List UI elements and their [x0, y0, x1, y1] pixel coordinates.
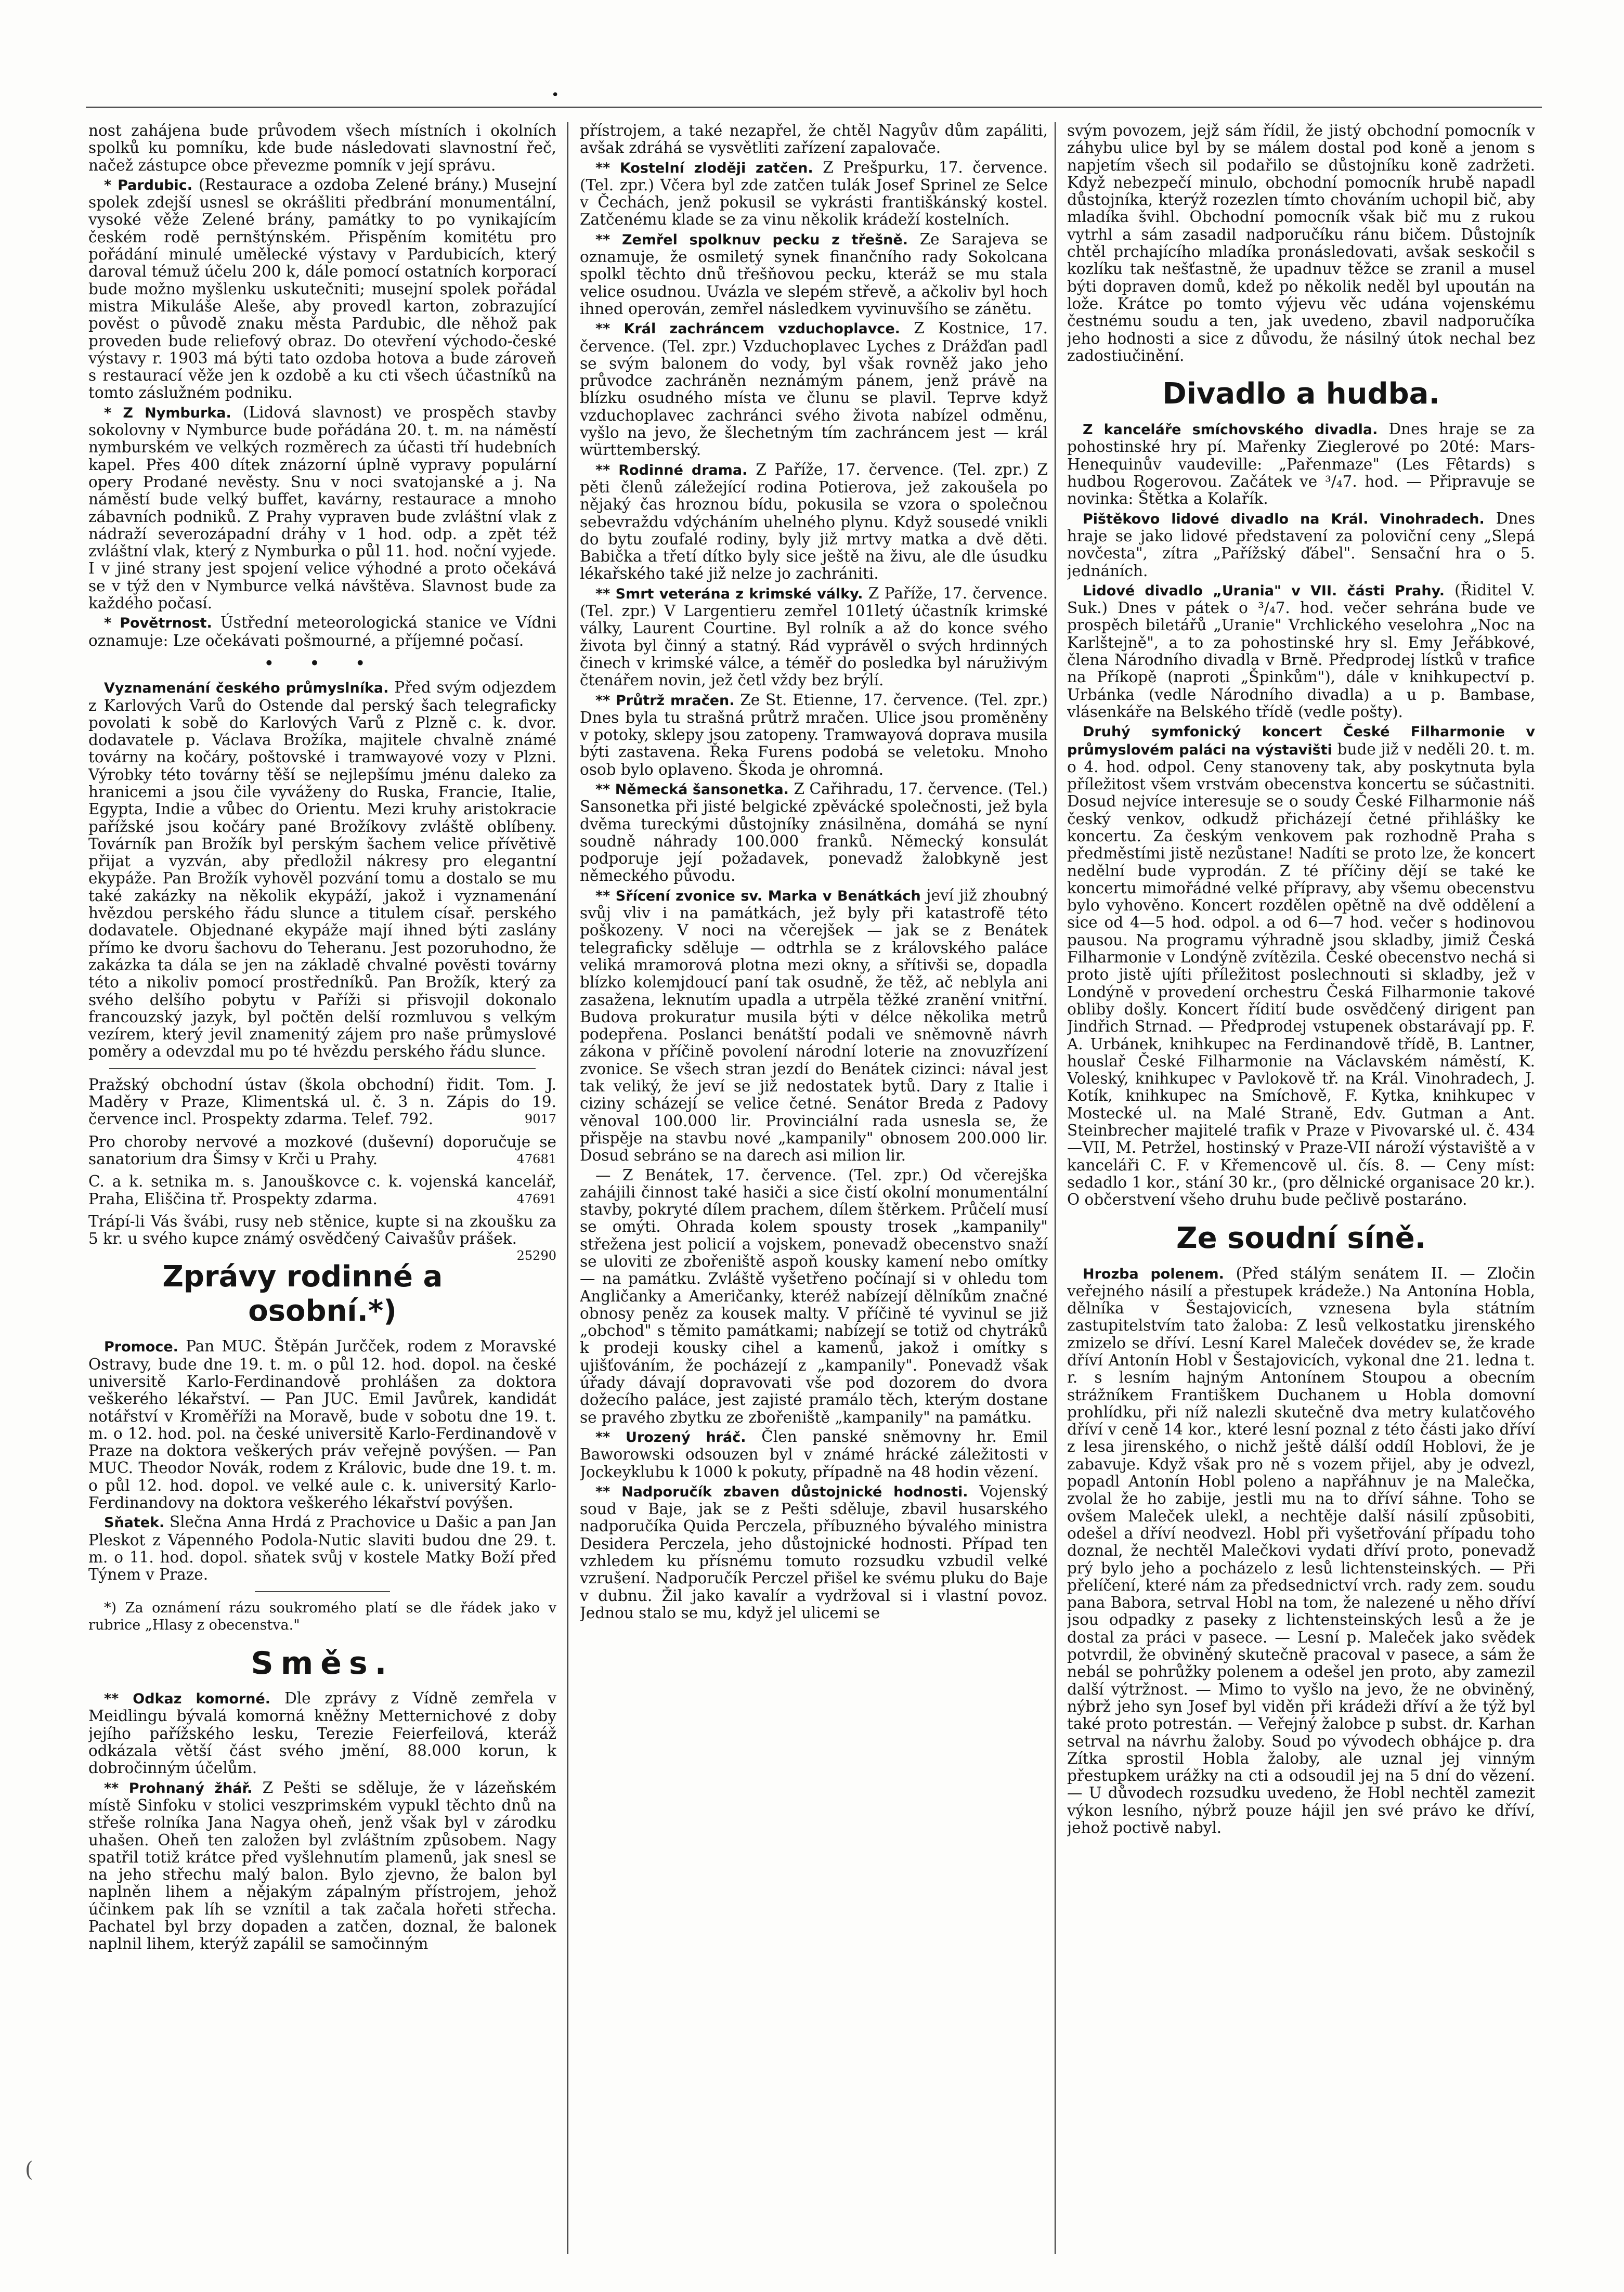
article-campanile	[580, 887, 1048, 1165]
article-urania-theatre	[1067, 582, 1535, 721]
body-bequest: Dle zprávy z Vídně zemřela v Meidlingu bývalá komorná kněžny Metternichové z doby jejího pařížského lesku, Terezie Feierfeilová, kteráž odkázala větší část svého jmění, 88.000 korun, k dobročinným účelům.	[88, 1689, 556, 1777]
article-bequest	[88, 1690, 556, 1777]
section-heading-miscellany: Směs.	[251, 1645, 394, 1682]
article-nymburk	[88, 404, 556, 613]
article-pistek-theatre	[1067, 510, 1535, 580]
header-rule	[86, 107, 1542, 108]
body-promotions: Pan MUC. Štěpán Jurčček, rodem z Moravské Ostravy, bude dne 19. t. m. o půl 12. hod. dopol. na české universitě Karlo-Ferdinandově prohlášen za doktora veškerého lékařství. — Pan JUC. Emil Javůrek, kandidát notářství v Kroměříži na Moravě, bude v sobotu dne 19. t. m. o 12. hod. pol. na české universitě Karlo-Ferdinandově v Praze na doktora veškerých práv veřejně povýšen. — Pan MUC. Theodor Novák, rodem z Královic, bude dne 19. t. m. o půl 12. hod. dopol. ve velké aule c. k. universitý Karlo-Ferdinandovy na doktora veškerého lékařství povýšen.	[88, 1337, 556, 1512]
headline-pardubice: * Pardubic.	[104, 177, 193, 193]
headline-industrialist: Vyznamenání českého průmyslníka.	[104, 680, 389, 697]
left-edge-mark: (	[25, 2158, 33, 2182]
ad-sanatorium	[88, 1134, 556, 1168]
body-log-threat: (Před stálým senátem II. — Zločin veřejného násilí a přestupek krádeže.) Na Antonína Hobla, dělníka v Šestajovicích, vznesena byla státním zastupitelstvím tato žaloba: Z lesů velkostatku jirenského zmizelo se dříví. Lesní Karel Maleček dovédev se, že krade dříví Antonín Hobl v Šestajovicích, vykonal dne 21. ledna t. r. s lesním hajným Antonínem Stoupou a obecním strážníkem Františkem Duchanem u Hobla domovní prohlídku, při níž nalezli skutečně dva metry kulatčového dříví v ceně 14 kor., které lesní poznal z této části jako dříví z lesa jirenského, o nichž ještě dálší oddíl Hoblovi, že je zabavuje. Když však pro ně s vozem přijel, aby je odvezl, popadl Antonín Hobl poleno a napřáhnuv je na Malečka, zvolal že ho zabije, jestli mu na to dříví sáhne. Toho se ovšem Maleček ulekl, a nechtěje další násilí způsobiti, odešel a dříví neodvezl. Hobl při vyšetřování případu toho doznal, že nechtěl Malečkovi vydati dříví proto, ponevadž prý bylo jeho a pocházelo z lesů lichtensteinských. — Při přelíčení, které nám za předsednictví vrch. rady zem. soudu pana Babora, setrval Hobl na tom, že nalezené u něho dříví jsou odpadky z paseky z lichtensteinských lesů a že je dostal za práci v pasece. — Lesní p. Maleček jako svědek potvrdil, že obviněný skutečně pracoval v pasece, a sám že nebál se pohrůžky polenem a odešel jen proto, aby zamezil další výtržnost. — Mimo to vyšlo na jevo, že ne obviněný, nýbrž jeho syn Josef byl viděn při krádeži dříví a že týž byl také proto potrestán. — Veřejný žalobce p subst. dr. Karhan setrval na návrhu žaloby. Soud po vývodech obhájce p. dra Zítka sprostil Hobla žaloby, ale uznal jej vinným přestupkem urážky na cti a odsoudil jej na 5 dní do vězení. — U důvodech rozsudku uvedeno, že Hobl nechtěl zamezit výkon lesního, nýbrž pouze hájil jen své právo ke dříví, jehož poctivě nabyl.	[1067, 1264, 1535, 1837]
body-arsonist: Z Pešti se sděluje, že v lázeňském místě Sinfoku v stolici veszprimském vypukl těchto dnů na střeše rolníka Jana Nagya oheň, jenž však byl v zárodku uhašen. Oheň ten založen byl zvláštním způsobem. Nagy spatřil totiž krátce před vyšlehnutím plamenů, jak snesl se na jeho střechu malý balon. Bylo zjevno, že balon byl naplněn lihem a nějakým zápalným přístrojem, jehož účinkem pak líh se vznítil a tak začala hořeti střecha. Pachatel byl brzy dopaden a zatčen, doznal, že balonek naplnil lihem, kterýž zapálil se samočinným	[88, 1778, 556, 1953]
article-arsonist	[88, 1779, 556, 1953]
body-chansonette: Z Cařihradu, 17. července. (Tel.) Sansonetka při jisté belgické zpěvácké společnosti, jež byla dvěma tureckými důstojníky znásilněna, domáhá se nyní soudně náhrady 100.000 franků. Německý konsulát podporuje její požadavek, ponevadž žalobkyně jest německého původu.	[580, 779, 1048, 885]
headline-weather: * Povětrnost.	[104, 615, 212, 632]
body-pardubice: (Restaurace a ozdoba Zelené brány.) Musejní spolek zdejší usnesl se okrášliti předbrání monumentální, vysoké věže Zelené brány, památky to po vynikajícím českém rodě pernštýnském. Přispěním komitétu pro pořádání minulé umělecké výstavy v Pardubicích, který daroval témuž účelu 200 k, dále pomocí ostatních korporací bude možno myšlenku uskutečniti; musejní spolek pořádal mistra Mikuláše Aleše, aby provedl karton, zobrazující pověst o původě znaku města Pardubic, dle něhož pak proveden bude reliefový obraz. Do otevření východo-české výstavy r. 1903 má býti tato ozdoba hotova a bude zároveň s restaurací věže jen k ozdobě a ku cti všech účastníků na tomto záslužném podniku.	[88, 175, 556, 402]
headline-promotions: Promoce.	[104, 1339, 178, 1356]
ad-sanatorium-text: Pro choroby nervové a mozkové (duševní) doporučuje se sanatorium dra Šimsy v Krči u Prahy.	[88, 1132, 556, 1168]
article-industrialist	[88, 679, 556, 1061]
ad-sanatorium-number: 47681	[516, 1151, 556, 1166]
headline-church-thief: ** Kostelní zloději zatčen.	[595, 160, 813, 176]
headline-bequest: ** Odkaz komorné.	[104, 1691, 271, 1708]
headline-pistek-theatre: Pištěkovo lidové divadlo na Král. Vinohradech.	[1083, 511, 1485, 527]
article-gambler	[580, 1428, 1048, 1481]
headline-campanile: ** Sřícení zvonice sv. Marka v Benátkách	[595, 888, 921, 904]
ad-insect-powder-number: 25290	[516, 1248, 556, 1264]
article-promotions	[88, 1338, 556, 1512]
footnote: *) Za oznámení rázu soukromého platí se dle řádek jako v rubrice „Hlasy z obecenstva."	[88, 1599, 556, 1633]
column-1	[88, 122, 556, 2264]
headline-urania-theatre: Lidové divadlo „Urania" v VII. části Prahy.	[1083, 582, 1445, 599]
headline-philharmonic: Druhý symfonický koncert České Filharmonie v průmyslovém paláci na výstavišti	[1067, 724, 1535, 758]
ad-insect-powder	[88, 1212, 556, 1264]
ad-insect-powder-text: Trápí-li Vás švábi, rusy neb stěnice, kupte si na zkoušku za 5 kr. u svého kupce známý osvědčený Caivašův prášek.	[88, 1212, 556, 1248]
article-church-thief	[580, 159, 1048, 229]
body-king-rescuer: Z Kostnice, 17. července. (Tel. zpr.) Vzduchoplavec Lyches z Drážďan padl se svým balonem do vody, byl však rovněž jako jeho průvodce zachráněn neznámým pánem, jenž právě na blízku osudného místa ve člunu se plavil. Teprve když vzduchoplavec zachránci svého života nabízel odměnu, vyšlo na jevo, že šlechetným tím zachráncem jest — král württemberský.	[580, 319, 1048, 459]
body-wedding: Slečna Anna Hrdá z Prachovice u Dašic a pan Jan Pleskot z Vápenného Podola-Nutic slaviti budou dne 29. t. m. o 11. hod. dopol. sňatek svůj v kostele Matky Boží před Týnem v Praze.	[88, 1513, 556, 1584]
section-heading-family-news: Zprávy rodinné a osobní.*)	[162, 1260, 443, 1329]
headline-lieutenant: ** Nadporučík zbaven důstojnické hodnosti.	[595, 1483, 968, 1500]
article-king-rescuer	[580, 320, 1048, 459]
article-lieutenant	[580, 1483, 1048, 1622]
body-urania-theatre: (Řiditel V. Suk.) Dnes v pátek o ³/₄7. hod. večer sehrána bude ve prospěch biletářů „Uranie" Vrchlického veselohra „Noc na Karlštejně", a to za pohostinské hry sl. Emy Jeřábkové, člena Národního divadla v Brně. Předprodej lístků v trafice na Příkopě (naproti „Špinkům"), dále v knihkupectví p. Urbánka (vedle Národního divadla) a u p. Bambase, vlásenkáře na Belského třídě (vedle pošty).	[1067, 581, 1535, 721]
article-family-drama	[580, 461, 1048, 583]
body-lieutenant: Vojenský soud v Baje, jak se z Pešti sděluje, zbavil husarského nadporučíka Quida Perczela, příbuzného bývalého ministra Desidera Perczela, jeho důstojnické hodnosti. Případ ten vzhledem ku přísnému tomuto rozsudku vzbudil velké vzrušení. Nadporučík Perczel přišel ke svému pluku do Baje v dubnu. Žil jako kavalír a vydržoval si i vlastní povoz. Jednou stalo se mu, když jel ulicemi se	[580, 1482, 1048, 1622]
headline-cloudburst: ** Průtrž mračen.	[595, 692, 735, 709]
ad-military-office-text: C. a k. setnika m. s. Janouškovce c. k. vojenská kancelář, Praha, Eliščina tř. Prospekty zdarma.	[88, 1173, 556, 1208]
ad-military-office-number: 47691	[516, 1191, 556, 1206]
body-family-drama: Z Paříže, 17. července. (Tel. zpr.) Z pěti členů záležející rodina Potierova, jež zakoušela po nějaký čas hroznou bídu, pokusila se vzora o společnou sebevraždu vdýcháním uhelného plynu. Když sousedé vnikli do bytu zoufalé rodiny, byly již mrtvy matka a dvě děti. Babička a třetí dítko byly sice ještě na živu, ale dle úsudku lékařského také již nelze jo zachrániti.	[580, 460, 1048, 583]
headline-veteran: ** Smrt veterána z krimské války.	[595, 585, 863, 602]
article-weather	[88, 614, 556, 649]
body-smichov-theatre: Dnes hraje se za pohostinské hry pí. Mařenky Zieglerové po 20té: Mars-Henequinův vaudeville: „Pařenmaze" (Les Fêtards) s hudbou Rogerovou. Začátek ve ³/₄7. hod. — Připravuje se novinka: Štětka a Kolařík.	[1067, 420, 1535, 508]
body-industrialist: Před svým odjezdem z Karlových Varů do Ostende dal perský šach telegraficky povolati k sobě do Karlových Varů z Plzně c. k. dvor. dodavatele p. Václava Brožíka, majitele chvalně známé továrny na kočáry, poštovské i tramwayové vozy v Plzni. Výrobky této továrny těší se nejlepšímu jménu daleko za hranicemi a jsou čile vyváženy do Ruska, Francie, Italie, Egypta, Indie a vůbec do Orientu. Mezi kruhy aristokracie pařížské jsou kočáry pané Brožíkovy zvláště oblíbeny. Továrník pan Brožík byl perským šachem velice přívětivě přijat a vyzván, aby předložil nákresy pro elegantní ekypáže. Pan Brožík vyhověl pozvání tomu a dostalo se mu také zakázky na několik ekypáží, jakož i vyznamenání hvězdou perského řádu slunce a titulem císař. perského dodavatele. Objednané ekypáže mají ihned býti zaslány přímo ke dvoru šachovu do Teheranu. Jest pozoruhodno, že zakázka ta dála se jen na základě chvalné pověsti továrny této a nikoliv pomocí prostředníků. Pan Brožík, který za svého delšího pobytu v Paříži si přisvojil dokonalo francouzský jazyk, byl počtěn delší rozmluvou s velkým vezírem, který jevil znamenitý zájem pro naše průmyslové poměry a odevzdal mu po té hvězdu perského řádu slunce.	[88, 679, 556, 1061]
headline-smichov-theatre: Z kanceláře smíchovského divadla.	[1083, 422, 1378, 438]
headline-gambler: ** Urozený hráč.	[595, 1429, 746, 1445]
headline-chansonette: ** Německá šansonetka.	[595, 781, 789, 798]
body-church-thief: Z Prešpurku, 17. července. (Tel. zpr.) Včera byl zde zatčen tulák Josef Sprinel ze Selce v Čechách, jenž pokusil se vykrásti františkánský kostel. Zatčenému klade se za vinu několik krádeží kostelních.	[580, 158, 1048, 229]
ad-business-school-text: Pražský obchodní ústav (škola obchodní) řidit. Tom. J. Maděry v Praze, Klimentská ul. č. 3 n. Zápis do 19. července incl. Prospekty zdarma. Telef. 792.	[88, 1075, 556, 1128]
body-pistek-theatre: Dnes hraje se jako lidové představení za poloviční ceny „Slepá novčesta", zítra „Pařížský ďábel". Sensační hra o 5. jednáních.	[1067, 509, 1535, 580]
body-gambler: Člen panské sněmovny hr. Emil Baworowski odsouzen byl v známé hrácké záležitosti v Jockeyklubu k 1000 k pokuty, případně na 48 hodin vězení.	[580, 1427, 1048, 1481]
body-nymburk: (Lidová slavnost) ve prospěch stavby sokolovny v Nymburce bude pořádána 20. t. m. na náměstí nymburském ve velkých rozměrech za účasti tří hudebních kapel. Přes 400 dítek znázorní úplně vypravy populární opery Prodané nevěsty. Snu v noci svatojanské a j. Na náměstí bude velký buffet, kavárny, restaurace a mnoho zábavních podniků. Z Prahy vypraven bude zvláštní vlak z nádraží severozápadní dráhy v 1 hod. odp. a zpět též zvláštní vlak, který z Nymburka o půl 11. hod. noční vyjede. I v jiné strany jest spojení velice výhodné a proto očekává se v týž den v Nymburce velká návštěva. Slavnost bude za každého počasí.	[88, 403, 556, 613]
column-3	[1067, 122, 1535, 2264]
article-cherry-stone	[580, 231, 1048, 318]
article-pardubice	[88, 176, 556, 402]
body-weather: Ústřední meteorologická stanice ve Vídni oznamuje: Lze očekávati pošmourné, a příjemné počasí.	[88, 614, 556, 649]
article-intro-text: nost zahájena bude průvodem všech místních i okolních spolků ku pomníku, kde bude následovati slavnostní řeč, načež zástupce obce převezme pomník v její správu.	[88, 122, 556, 174]
headline-nymburk: * Z Nymburka.	[104, 405, 231, 421]
article-lieutenant-continued: svým povozem, jejž sám řídil, že jistý obchodní pomocník v záhybu ulice byl by se málem dostal pod koně a jenom s napjetím všech sil podařilo se důstojníku koně zadržeti. Když nebezpečí minulo, obchodní pomocník hrubě napadl důstojníka, kterýž rozezlen tímto chováním uchopil bič, aby mladíka švihl. Obchodní pomocník však bič mu z rukou vytrhl a sám zasadil nadporučíku ránu bičem. Důstojník chtěl prchajícího mladíka pronásledovati, avšak seskočil s kozlíku tak nešťastně, že upadnuv těžce se zranil a musel býti dopraven domů, kdež po několik neděl byl upoután na lože. Krátce po tomto výjevu věc udána vojenskému čestnému soudu a ten, jak uvedeno, zbavil nadporučíka jeho hodnosti a sice z důvodu, že násilný útok nechal bez zadostiučinění.	[1067, 122, 1535, 364]
headline-log-threat: Hrozba polenem.	[1083, 1266, 1224, 1282]
article-veteran	[580, 585, 1048, 689]
headline-king-rescuer: ** Král zachráncem vzduchoplavce.	[595, 321, 900, 337]
article-venice-update: — Z Benátek, 17. července. (Tel. zpr.) Od včerejška zahájili činnost také hasiči a sice čistí okolní monumentální stavby, pokryté dílem prachem, dílem štěrkem. Průčelí musí se omýti. Ohrada kolem spousty trosek „kampanily" střežena jest policií a vojskem, ponevadž obecenstvo snaží se uloviti ze zbořeniště aspoň kousky kamení nebo omítky — na památku. Zvláště vyšetřeno počínají si v ohledu tom Angličanky a Američanky, kteréž nabízejí dělníkům značné obnosy peněz za kousek malty. V příčině té vyvinul se již „obchod" s těmito památkami; nabízejí se totiž od chytráků k prodeji kousky cihel a kamenů, jakož i omítky s ujišťováním, že pocházejí z „kampanily". Ponevadž však úřady dávají dopravovati vše pod dozorem do dvora dožecího paláce, jest zajisté pramálo těch, kterým dostane se pravého zbytku ze zbořeniště „kampanily" na památku.	[580, 1166, 1048, 1426]
article-arsonist-continued: přístrojem, a také nezapřel, že chtěl Nagyův dům zapáliti, avšak zdráhá se vysvětliti zařízení zapalovače.	[580, 122, 1048, 157]
column-2	[580, 122, 1048, 2264]
article-cloudburst	[580, 692, 1048, 778]
article-chansonette	[580, 780, 1048, 885]
body-philharmonic: bude již v neděli 20. t. m. o 4. hod. odpol. Ceny stanoveny tak, aby poskytnuta byla příležitost všem vrstvám obecenstva koncertu se súčastniti. Dosud nejvíce interesuje se o soudy České Filharmonie náš český venkov, odkudž přicházejí četné přihlášky ke koncertu. Za českým venkovem pak rozhodně Praha s předměstími jistě nezůstane! Nadíti se proto lze, že koncert nedělní bude vyprodán. Z té příčiny dějí se také ke koncertu mimořádné velké přípravy, aby všemu obecenstvu bylo vyhověno. Koncert rozdělen opětně na dvě oddělení a sice od 4—5 hod. odpol. a od 6—7 hod. večer s hodinovou pausou. Na programu výhradně jsou skladby, jimiž Česká Filharmonie v Londýně zvítězila. České obecenstvo nechá si proto jistě ujíti příležitost poslechnouti si skladby, jež v Londýně v provedení orchestru Česká Filharmonie takové obliby došly. Koncert řídití bude osvědčený dirigent pan Jindřich Strnad. — Předprodej vstupenek obstarávají pp. F. A. Urbánek, knihkupec na Ferdinandově třídě, B. Lantner, houslař České Filharmonie na Václavském náměstí, K. Voleský, knihkupec v Pavlokově tř. na Král. Vinohradech, J. Kotík, knihkupec na Smíchově, F. Kytka, knihkupec v Mostecké ul. na Malé Straně, Edv. Gutman a Ant. Steinbrecher majitelé trafik v Praze v Pivovarské ul. č. 434—VII, M. Petržel, hostinský v Praze-VII nároží výstaviště a v kanceláři C. F. v Křemencově ul. čís. 8. — Ceny míst: sedadlo 1 kor., stání 30 kr., (pro dělnické organisace 20 kr.). O občerstvení všeho druhu bude pečlivě postaráno.	[1067, 740, 1535, 1209]
column-divider-2	[1055, 122, 1056, 2254]
body-cloudburst: Ze St. Etienne, 17. července. (Tel. zpr.) Dnes byla tu strašná průtrž mračen. Ulice jsou proměněny v potoky, sklepy jsou zatopeny. Tramwayová doprava musila býti zastavena. Řeka Furens podobá se veletoku. Mnoho osob bylo oplaveno. Škoda je ohromná.	[580, 691, 1048, 778]
article-wedding	[88, 1514, 556, 1583]
ad-business-school	[88, 1076, 556, 1128]
section-heading-theatre-music: Divadlo a hudba.	[1162, 377, 1440, 411]
headline-wedding: Sňatek.	[104, 1515, 165, 1531]
ad-rule	[109, 1068, 536, 1069]
ad-business-school-number: 9017	[524, 1112, 556, 1127]
article-smichov-theatre	[1067, 421, 1535, 507]
headline-cherry-stone: ** Zemřel spolknuv pecku z třešně.	[595, 231, 908, 248]
body-veteran: Z Paříže, 17. července. (Tel. zpr.) V Largentieru zemřel 101letý účastník krimské války, Laurent Courtine. Byl rolník a až do konce svého života byl činný a statný. Rád vyprávěl o svých hrdinných činech v krimské válce, a téměř do posledka byl náruživým čtenářem novin, jež četl vždy bez brýlí.	[580, 584, 1048, 689]
ad-military-office	[88, 1173, 556, 1208]
column-divider-1	[567, 122, 568, 2254]
body-campanile: jeví již zhoubný svůj vliv i na památkách, jež byly při katastrofě této poškozeny. V noci na včerejšek — jak se z Benátek telegraficky sděluje — odtrhla se z královského paláce veliká mramorová plotna mezi okny, a sřítivši se, dopadla blízko kolemjdoucí paní tak osudně, že těž, ač neblyla ani zasažena, leknutím upadla a utrpěla těžké zranění vnitřní. Budova prokuratur musila býti v délce několika metrů podepřena. Poslanci benátští podali ve sněmovně návrh zákona v příčině povolení národní loterie na znovuzřízení zvonice. Se všech stran jezdí do Benátek cizinci: nával jest tak veliký, že jeví se již nedostatek bytů. Dary z Italie i ciziny scházejí se velice četné. Senátor Breda z Padovy věnoval 100.000 lir. Provinciální rada usnesla se, že přispěje na stavbu nové „kampanily" obnosem 200.000 lir. Dosud sebráno se na darech asi milion lir.	[580, 886, 1048, 1165]
separator-stars: • • •	[264, 654, 381, 672]
article-log-threat	[1067, 1265, 1535, 1837]
headline-arsonist: ** Prohnaný žhář.	[104, 1780, 253, 1796]
short-rule	[255, 1591, 390, 1592]
section-heading-courtroom: Ze soudní síně.	[1176, 1221, 1426, 1255]
article-philharmonic	[1067, 723, 1535, 1208]
top-mark: •	[551, 87, 560, 103]
body-cherry-stone: Ze Sarajeva se oznamuje, že osmiletý synek finančního rady Sokolcana spolkl těchto dnů třešňovou pecku, kteráž se mu stala velice osudnou. Uvázla ve slepém střevě, a ačkoliv byl hoch ihned operován, zemřel následkem vyvinuvšího se zánětu.	[580, 230, 1048, 318]
headline-family-drama: ** Rodinné drama.	[595, 462, 748, 478]
